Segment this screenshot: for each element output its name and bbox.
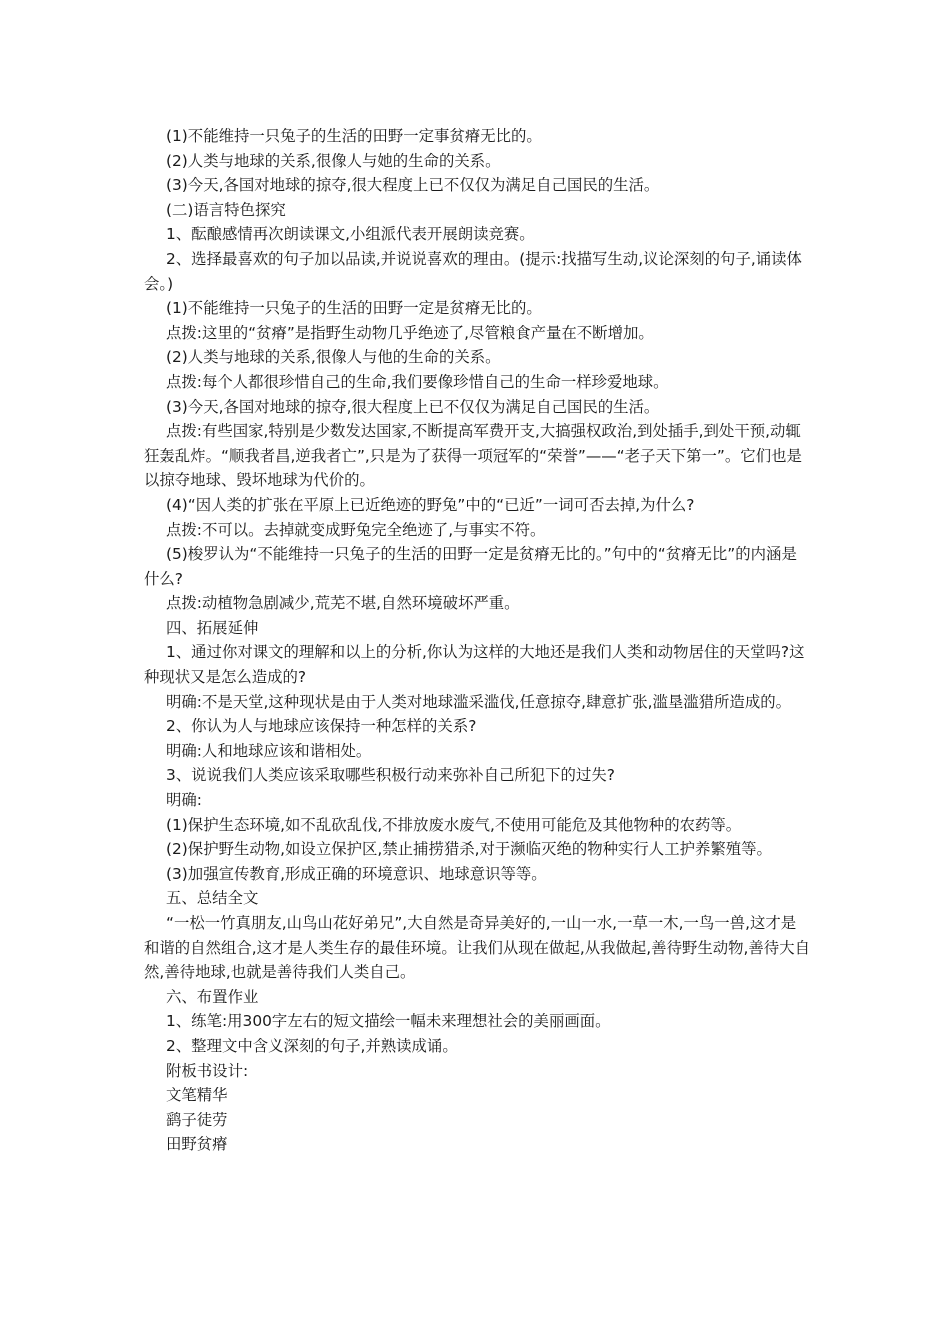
paragraph-5: 1、酝酿感情再次朗读课文,小组派代表开展朗读竞赛。 [166, 225, 535, 244]
section-heading-summary: 五、总结全文 [166, 889, 259, 908]
paragraph-21: 明确:人和地球应该和谐相处。 [166, 741, 372, 760]
paragraph-30: 1、练笔:用300字左右的短文描绘一幅未来理想社会的美丽画面。 [166, 1012, 611, 1031]
paragraph-15: (5)梭罗认为“不能维持一只兔子的生活的田野一定是贫瘠无比的。”句中的“贫瘠无比”的内涵是什么? [144, 545, 797, 588]
paragraph-14: 点拨:不可以。去掉就变成野兔完全绝迹了,与事实不符。 [166, 520, 546, 539]
board-item-3: 田野贫瘠 [166, 1135, 228, 1154]
paragraph-19: 明确:不是天堂,这种现状是由于人类对地球滥采滥伐,任意掠夺,肆意扩张,滥垦滥猎所造成的。 [166, 692, 791, 711]
paragraph-23: 明确: [166, 791, 202, 810]
paragraph-2: (2)人类与地球的关系,很像人与她的生命的关系。 [166, 151, 501, 170]
paragraph-7: (1)不能维持一只兔子的生活的田野一定是贫瘠无比的。 [166, 299, 542, 318]
paragraph-26: (3)加强宣传教育,形成正确的环境意识、地球意识等等。 [166, 864, 547, 883]
paragraph-22: 3、说说我们人类应该采取哪些积极行动来弥补自己所犯下的过失? [166, 766, 615, 785]
paragraph-28: “一松一竹真朋友,山鸟山花好弟兄”,大自然是奇异美好的,一山一水,一草一木,一鸟一兽,这才是和谐的自然组合,这才是人类生存的最佳环境。让我们从现在做起,从我做起,善待野生动物,善待大自然,善待地球,也就是善待我们人类自己。 [144, 914, 810, 982]
board-design-label: 附板书设计: [166, 1061, 249, 1080]
paragraph-12: 点拨:有些国家,特别是少数发达国家,不断提高军费开支,大搞强权政治,到处插手,到处干预,动辄狂轰乱炸。“顺我者昌,逆我者亡”,只是为了获得一项冠军的“荣誉”——“老子天下第一”。它们也是以掠夺地球、毁坏地球为代价的。 [144, 422, 802, 490]
board-item-1: 文笔精华 [166, 1086, 228, 1105]
paragraph-24: (1)保护生态环境,如不乱砍乱伐,不排放废水废气,不使用可能危及其他物种的农药等。 [166, 815, 742, 834]
paragraph-8: 点拨:这里的“贫瘠”是指野生动物几乎绝迹了,尽管粮食产量在不断增加。 [166, 323, 654, 342]
paragraph-6: 2、选择最喜欢的句子加以品读,并说说喜欢的理由。(提示:找描写生动,议论深刻的句子,诵读体会。) [144, 249, 802, 293]
section-heading-extension: 四、拓展延伸 [166, 618, 259, 637]
paragraph-31: 2、整理文中含义深刻的句子,并熟读成诵。 [166, 1036, 458, 1055]
paragraph-9: (2)人类与地球的关系,很像人与他的生命的关系。 [166, 348, 501, 367]
document-page [144, 124, 810, 1157]
board-item-2: 鹞子徒劳 [166, 1110, 228, 1129]
section-heading-homework: 六、布置作业 [166, 987, 259, 1006]
paragraph-3: (3)今天,各国对地球的掠夺,很大程度上已不仅仅为满足自己国民的生活。 [166, 176, 660, 195]
paragraph-11: (3)今天,各国对地球的掠夺,很大程度上已不仅仅为满足自己国民的生活。 [166, 397, 660, 416]
section-heading-language: (二)语言特色探究 [166, 200, 286, 219]
paragraph-18: 1、通过你对课文的理解和以上的分析,你认为这样的大地还是我们人类和动物居住的天堂吗?这种现状又是怎么造成的? [144, 643, 805, 687]
paragraph-20: 2、你认为人与地球应该保持一种怎样的关系? [166, 717, 477, 736]
paragraph-13: (4)“因人类的扩张在平原上已近绝迹的野兔”中的“已近”一词可否去掉,为什么? [166, 495, 695, 514]
paragraph-25: (2)保护野生动物,如设立保护区,禁止捕捞猎杀,对于濒临灭绝的物种实行人工护养繁殖等。 [166, 840, 772, 859]
paragraph-10: 点拨:每个人都很珍惜自己的生命,我们要像珍惜自己的生命一样珍爱地球。 [166, 372, 669, 391]
paragraph-16: 点拨:动植物急剧减少,荒芜不堪,自然环境破坏严重。 [166, 594, 520, 613]
paragraph-1: (1)不能维持一只兔子的生活的田野一定事贫瘠无比的。 [166, 127, 542, 145]
